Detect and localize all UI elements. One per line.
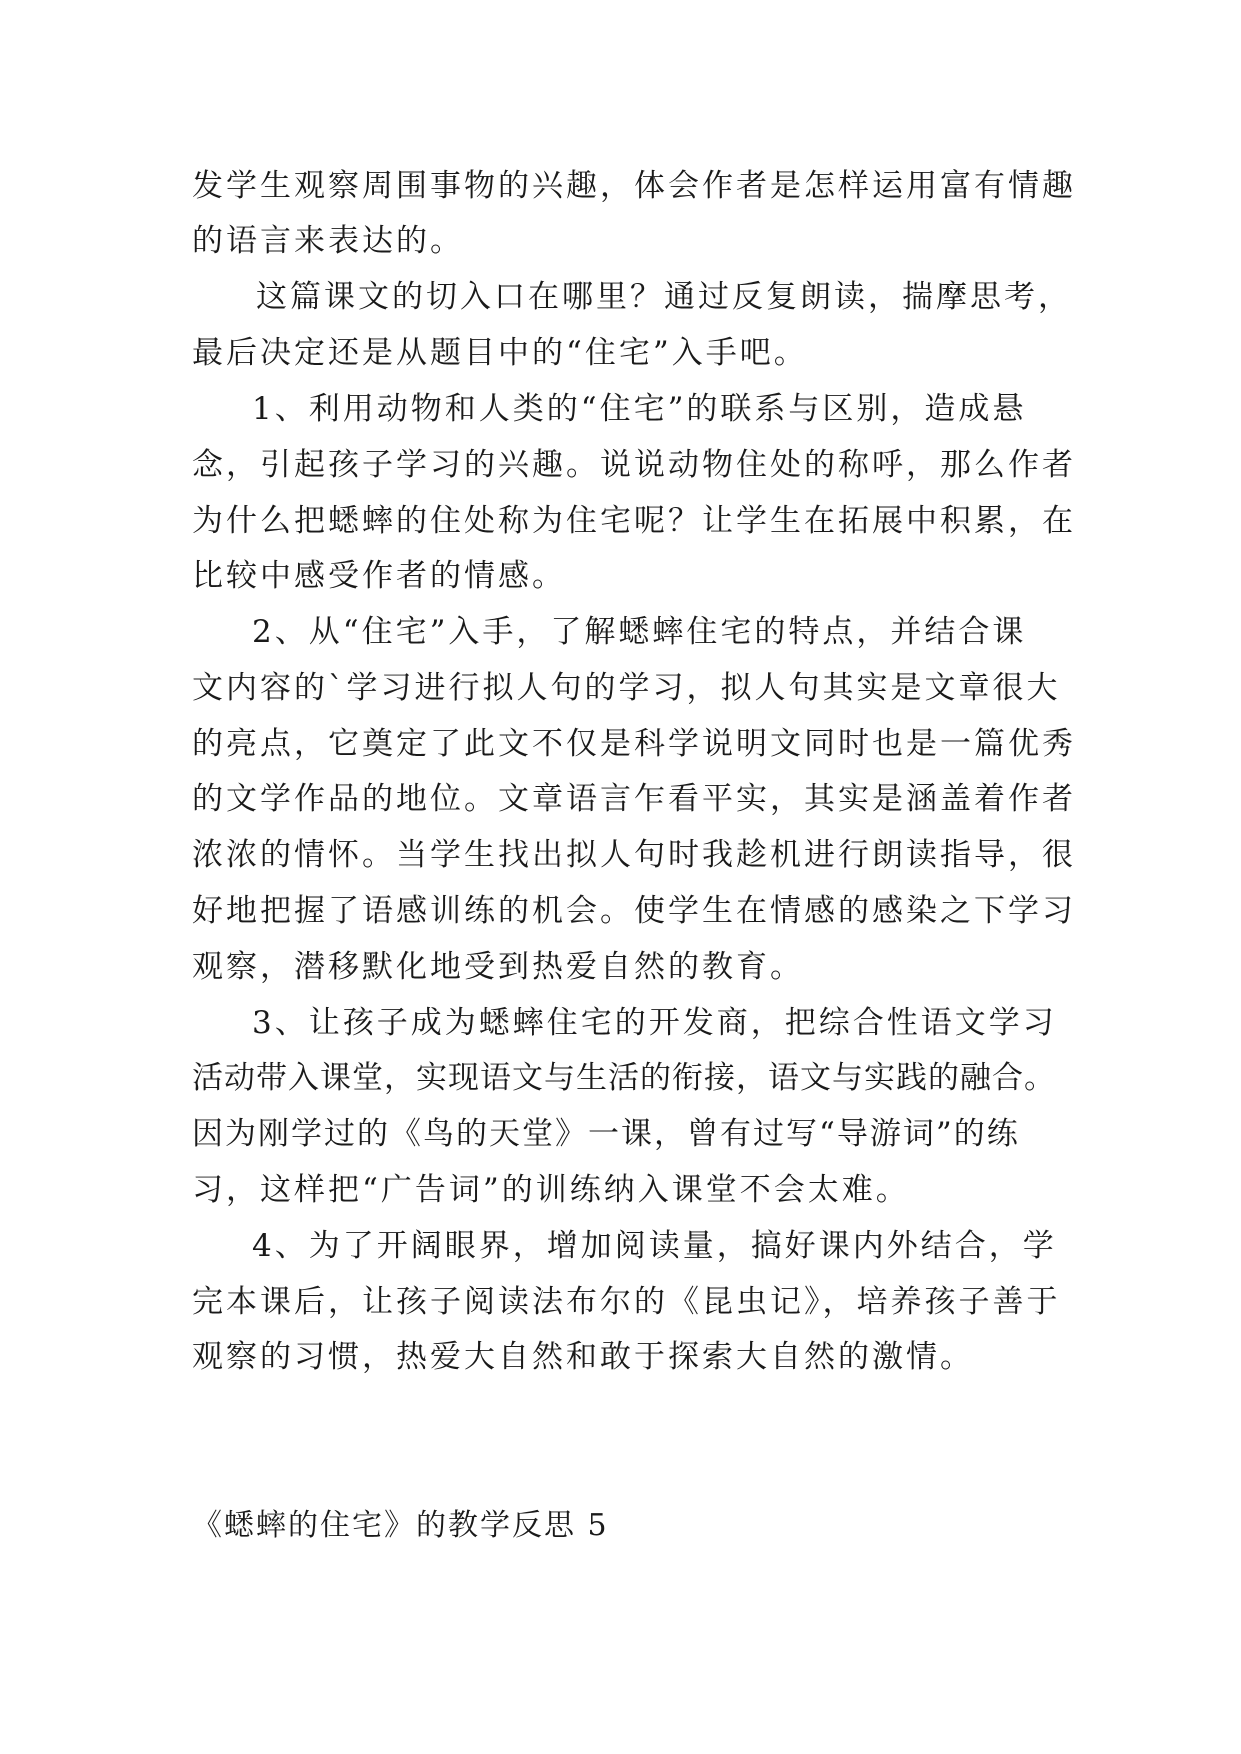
paragraph-line: 的语言来表达的。 [192,223,464,259]
paragraph-line: 最后决定还是从题目中的“住宅”入手吧。 [192,335,808,371]
paragraph-line: 完本课后，让孩子阅读法布尔的《昆虫记》，培养孩子善于 [192,1284,1061,1320]
paragraph-line: 的亮点，它奠定了此文不仅是科学说明文同时也是一篇优秀 [192,726,1076,762]
paragraph-line: 的文学作品的地位。文章语言乍看平实，其实是涵盖着作者 [192,781,1076,817]
paragraph-line: 3、让孩子成为蟋蟀住宅的开发商，把综合性语文学习 [252,1005,1057,1041]
paragraph-line: 习，这样把“广告词”的训练纳入课堂不会太难。 [192,1172,910,1208]
paragraph-line: 为什么把蟋蟀的住处称为住宅呢？让学生在拓展中积累，在 [192,503,1076,539]
paragraph-line: 这篇课文的切入口在哪里？通过反复朗读，揣摩思考， [256,279,1072,315]
paragraph-line: 好地把握了语感训练的机会。使学生在情感的感染之下学习 [192,893,1076,929]
paragraph-line: 活动带入课堂，实现语文与生活的衔接，语文与实践的融合。 [192,1060,1056,1096]
paragraph-line: 发学生观察周围事物的兴趣，体会作者是怎样运用富有情趣 [192,168,1076,204]
paragraph-line: 观察的习惯，热爱大自然和敢于探索大自然的激情。 [192,1339,974,1375]
paragraph-line: 4、为了开阔眼界，增加阅读量，搞好课内外结合，学 [252,1228,1057,1264]
paragraph-line: 2、从“住宅”入手，了解蟋蟀住宅的特点，并结合课 [252,614,1027,650]
paragraph-line: 文内容的`学习进行拟人句的学习，拟人句其实是文章很大 [192,670,1061,706]
paragraph-line: 观察，潜移默化地受到热爱自然的教育。 [192,949,804,985]
paragraph-line: 浓浓的情怀。当学生找出拟人句时我趁机进行朗读指导，很 [192,837,1076,873]
paragraph-line: 念，引起孩子学习的兴趣。说说动物住处的称呼，那么作者 [192,447,1076,483]
paragraph-line: 因为刚学过的《鸟的天堂》一课，曾有过写“导游词”的练 [192,1116,1020,1152]
section-heading: 《蟋蟀的住宅》的教学反思 5 [192,1508,609,1543]
paragraph-line: 1、利用动物和人类的“住宅”的联系与区别，造成悬 [252,391,1027,427]
paragraph-line: 比较中感受作者的情感。 [192,558,566,594]
